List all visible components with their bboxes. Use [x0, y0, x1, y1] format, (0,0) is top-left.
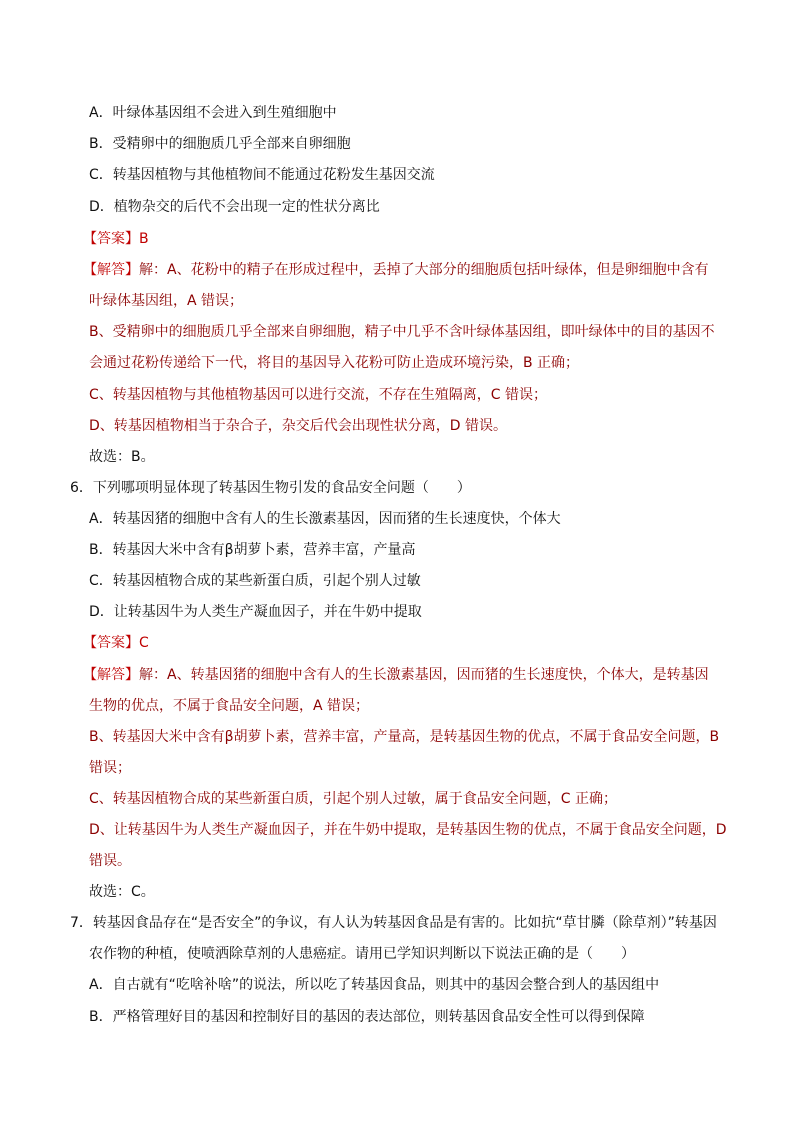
explain-text: 解：A、花粉中的精子在形成过程中，丢掉了大部分的细胞质包括叶绿体，但是卵细胞中含有	[139, 262, 709, 278]
q6-option-c: C．转基因植物合成的某些新蛋白质，引起个别人过敏	[89, 573, 421, 589]
q6-explain-line-3: B、转基因大米中含有β胡萝卜素，营养丰富，产量高，是转基因生物的优点，不属于食品安全问题，B	[89, 729, 720, 745]
q6-explain-line-5: C、转基因植物合成的某些新蛋白质，引起个别人过敏，属于食品安全问题，C 正确；	[89, 791, 617, 807]
q5-conclusion: 故选：B。	[89, 449, 155, 465]
q6-explain-line-7: 错误。	[89, 853, 131, 869]
q5-answer	[83, 229, 149, 249]
answer-tag: 【答案】	[83, 635, 139, 651]
q7-option-a: A．自古就有“吃啥补啥”的说法，所以吃了转基因食品，则其中的基因会整合到人的基因组中	[89, 977, 660, 993]
q6-option-b: B．转基因大米中含有β胡萝卜素，营养丰富，产量高	[89, 542, 416, 558]
q6-explain-line-6: D、让转基因牛为人类生产凝血因子，并在牛奶中提取，是转基因生物的优点，不属于食品安全问题，D	[89, 822, 727, 838]
q6-stem: 6．下列哪项明显体现了转基因生物引发的食品安全问题（ ）	[70, 480, 471, 496]
answer-tag: 【答案】	[83, 231, 139, 247]
q5-explain-line-1	[83, 260, 709, 280]
q5-explain-line-6: D、转基因植物相当于杂合子，杂交后代会出现性状分离，D 错误。	[89, 418, 508, 434]
answer-letter: B	[139, 231, 149, 247]
explain-tag: 【解答】	[83, 262, 139, 278]
q5-option-b: B．受精卵中的细胞质几乎全部来自卵细胞	[89, 136, 351, 152]
q5-option-a: A．叶绿体基因组不会进入到生殖细胞中	[89, 105, 337, 121]
q5-explain-line-2: 叶绿体基因组，A 错误；	[89, 293, 244, 309]
q7-stem-line-1: 7．转基因食品存在“是否安全”的争议，有人认为转基因食品是有害的。比如抗“草甘膦（除草剂）”转基因	[70, 915, 717, 931]
q5-explain-line-3: B、受精卵中的细胞质几乎全部来自卵细胞，精子中几乎不含叶绿体基因组，即叶绿体中的目的基因不	[89, 324, 715, 340]
q5-option-d: D．植物杂交的后代不会出现一定的性状分离比	[89, 199, 380, 215]
q6-explain-line-4: 错误；	[89, 760, 131, 776]
q5-explain-line-4: 会通过花粉传递给下一代，将目的基因导入花粉可防止造成环境污染，B 正确；	[89, 355, 580, 371]
explain-text: 解：A、转基因猪的细胞中含有人的生长激素基因，因而猪的生长速度快，个体大，是转基因	[139, 667, 709, 683]
answer-letter: C	[139, 635, 149, 651]
q5-explain-line-5: C、转基因植物与其他植物基因可以进行交流，不存在生殖隔离，C 错误；	[89, 387, 547, 403]
q7-option-b: B．严格管理好目的基因和控制好目的基因的表达部位，则转基因食品安全性可以得到保障	[89, 1009, 645, 1025]
q6-explain-line-1	[83, 665, 709, 685]
q6-answer	[83, 633, 149, 653]
q6-option-a: A．转基因猪的细胞中含有人的生长激素基因，因而猪的生长速度快，个体大	[89, 511, 561, 527]
q5-option-c: C．转基因植物与其他植物间不能通过花粉发生基因交流	[89, 167, 435, 183]
q6-conclusion: 故选：C。	[89, 884, 155, 900]
explain-tag: 【解答】	[83, 667, 139, 683]
q7-stem-line-2: 农作物的种植，使喷洒除草剂的人患癌症。请用已学知识判断以下说法正确的是（ ）	[89, 946, 635, 962]
q6-explain-line-2: 生物的优点，不属于食品安全问题，A 错误；	[89, 698, 370, 714]
q6-option-d: D．让转基因牛为人类生产凝血因子，并在牛奶中提取	[89, 604, 422, 620]
